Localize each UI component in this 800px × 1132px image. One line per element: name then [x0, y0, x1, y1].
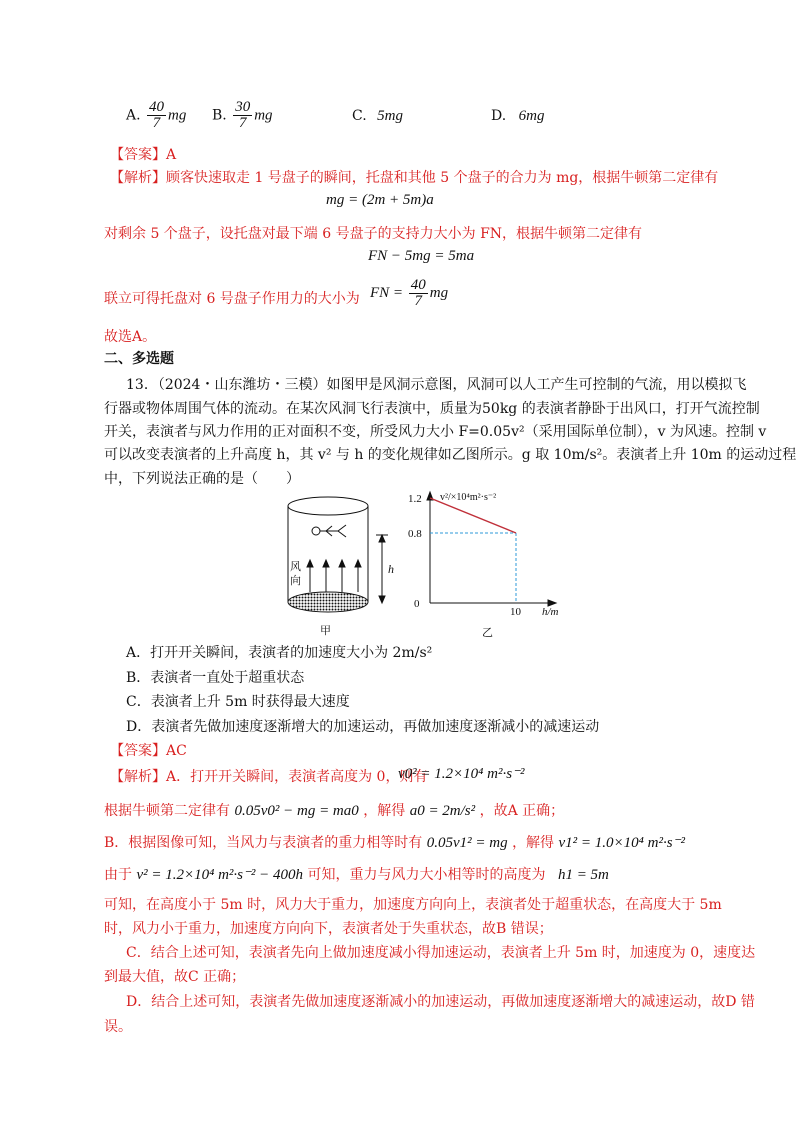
option-b-fraction [233, 100, 252, 131]
analysis-q12-line4: 故选A。 [104, 329, 157, 345]
option-a-fraction [147, 100, 166, 131]
option-b-den: 7 [238, 115, 247, 131]
answer-value: A [166, 147, 177, 163]
equation-balance: 0.05v1² = mg [426, 835, 508, 851]
wind-tunnel-figure [280, 494, 405, 636]
option-a-tail: mg [168, 107, 187, 124]
analysis-q13-d [104, 864, 609, 884]
analysis-text: B．根据图像可知，当风力与表演者的重力相等时有 [104, 835, 423, 851]
question13-line5: 中，下列说法正确的是（ ） [104, 471, 300, 487]
analysis-q13-f2: 到最大值，故C 正确； [104, 969, 246, 985]
analysis-text: 可知，重力与风力大小相等时的高度为 [307, 867, 546, 883]
figure-yi-caption: 乙 [482, 626, 493, 638]
analysis-text: A．打开开关瞬间，表演者高度为 0，则有 [166, 769, 428, 785]
analysis-text: ，解得 [363, 803, 406, 819]
analysis-q13-b [104, 800, 564, 820]
option-b-num: 30 [235, 99, 251, 115]
equation-newton: 0.05v0² − mg = ma0 [234, 803, 359, 819]
analysis-q12-line2: 对剩余 5 个盘子，设托盘对最下端 6 号盘子的支持力大小为 FN，根据牛顿第二定律有 [104, 226, 643, 242]
equation-3 [370, 278, 448, 309]
equation-h1: h1 = 5m [557, 867, 609, 883]
q13-option-c: C．表演者上升 5m 时获得最大速度 [126, 694, 350, 710]
question13-line4: 可以改变表演者的上升高度 h，其 v² 与 h 的变化规律如乙图所示。g 取 10m/s²。表演者上升 10m 的运动过程 [104, 447, 797, 463]
equation-3-fraction [409, 278, 428, 309]
option-a-den: 7 [152, 115, 161, 131]
q13-option-a: A．打开开关瞬间，表演者的加速度大小为 2m/s² [126, 645, 433, 661]
analysis-q12-line1 [110, 167, 718, 187]
height-indicator [376, 535, 388, 603]
analysis-q13-g2: 误。 [104, 1019, 132, 1035]
option-b [212, 100, 273, 131]
equation-1: mg = (2m + 5m)a [326, 192, 434, 208]
series-line [430, 498, 516, 533]
question13-line2: 行器或物体周围气体的流动。在某次风洞飞行表演中，质量为50kg 的表演者静卧于出风口，打开气流控制 [104, 401, 760, 417]
equation-3-left: FN = [370, 284, 404, 301]
option-d-value: 6mg [518, 108, 545, 124]
analysis-tag: 【解析】 [110, 769, 166, 785]
analysis-text: ，故A 正确； [479, 803, 565, 819]
option-a-num: 40 [149, 99, 165, 115]
y-tick-label: 1.2 [408, 493, 422, 505]
y-axis-label: v²/×10⁴m²·s⁻² [440, 492, 497, 503]
option-a [126, 100, 186, 131]
figure-jia-caption: 甲 [320, 624, 331, 636]
answer-q13 [110, 740, 187, 760]
analysis-tag: 【解析】 [110, 170, 166, 186]
analysis-q13-c [104, 832, 685, 852]
option-c [352, 108, 403, 125]
y-tick-label: 0.8 [408, 528, 422, 540]
analysis-q13-e1: 可知，在高度小于 5m 时，风力大于重力，加速度方向向上，表演者处于超重状态，在高度大于 5m [104, 897, 722, 913]
q13-option-d: D．表演者先做加速度逐渐增大的加速运动，再做加速度逐渐减小的减速运动 [126, 719, 600, 735]
option-b-label: B. [212, 107, 227, 124]
analysis-text: ，解得 [512, 835, 555, 851]
analysis-text: 根据牛顿第二定律有 [104, 803, 230, 819]
chart-axes [427, 492, 556, 606]
analysis-q13-a [110, 766, 427, 786]
analysis-q12-line3: 联立可得托盘对 6 号盘子作用力的大小为 [104, 291, 360, 307]
equation-a0: a0 = 2m/s² [409, 803, 476, 819]
tunnel-outlet [288, 592, 368, 612]
x-tick-label: 10 [510, 606, 521, 618]
v2-h-chart [402, 486, 572, 638]
analysis-text: 顾客快速取走 1 号盘子的瞬间，托盘和其他 5 个盘子的合力为 mg，根据牛顿第二定律有 [166, 170, 719, 186]
option-b-tail: mg [254, 107, 273, 124]
x-axis-label: h/m [542, 606, 559, 618]
section-title: 二、多选题 [104, 351, 174, 367]
question13-line1: 13．（2024・山东潍坊・三模）如图甲是风洞示意图，风洞可以人工产生可控制的气流，用以模拟飞 [126, 377, 747, 393]
wind-arrows [307, 560, 361, 592]
equation-v2-h: v² = 1.2×10⁴ m²·s⁻² − 400h [136, 867, 304, 883]
equation-v1: v1² = 1.0×10⁴ m²·s⁻² [558, 835, 685, 851]
option-d [491, 108, 544, 125]
equation-3-den: 7 [414, 293, 423, 309]
answer-tag: 【答案】 [110, 147, 166, 163]
origin-label: 0 [414, 598, 420, 610]
option-a-label: A. [126, 107, 141, 124]
wind-label-1: 风 [290, 560, 301, 573]
analysis-q13-g1: D．结合上述可知，表演者先做加速度逐渐减小的加速运动，再做加速度逐渐增大的减速运动，故D 错 [126, 994, 755, 1010]
option-d-label: D. [491, 108, 507, 124]
analysis-q13-f1: C．结合上述可知，表演者先向上做加速度减小得加速运动，表演者上升 5m 时，加速度为 0，速度达 [126, 945, 756, 961]
answer-tag: 【答案】 [110, 743, 166, 759]
answer-q12 [110, 144, 176, 164]
height-label: h [388, 562, 394, 576]
option-c-label: C. [352, 108, 367, 124]
equation-2: FN − 5mg = 5ma [368, 248, 475, 264]
question13-line3: 开关，表演者与风力作用的正对面积不变，所受风力大小 F=0.05v²（采用国际单位制），v 为风速。控制 v [104, 424, 767, 440]
analysis-text: 由于 [104, 867, 132, 883]
equation-3-num: 40 [410, 277, 426, 293]
wind-label-2: 向 [290, 574, 301, 587]
equation-v0: v0² = 1.2×10⁴ m²·s⁻² [398, 766, 525, 782]
performer-icon [312, 525, 346, 537]
option-c-value: 5mg [377, 108, 403, 124]
q13-option-b: B．表演者一直处于超重状态 [126, 670, 305, 686]
analysis-q13-e2: 时，风力小于重力，加速度方向向下，表演者处于失重状态，故B 错误； [104, 921, 553, 937]
tunnel-top-rim [288, 497, 368, 515]
equation-3-tail: mg [429, 284, 449, 301]
answer-value: AC [166, 743, 187, 759]
